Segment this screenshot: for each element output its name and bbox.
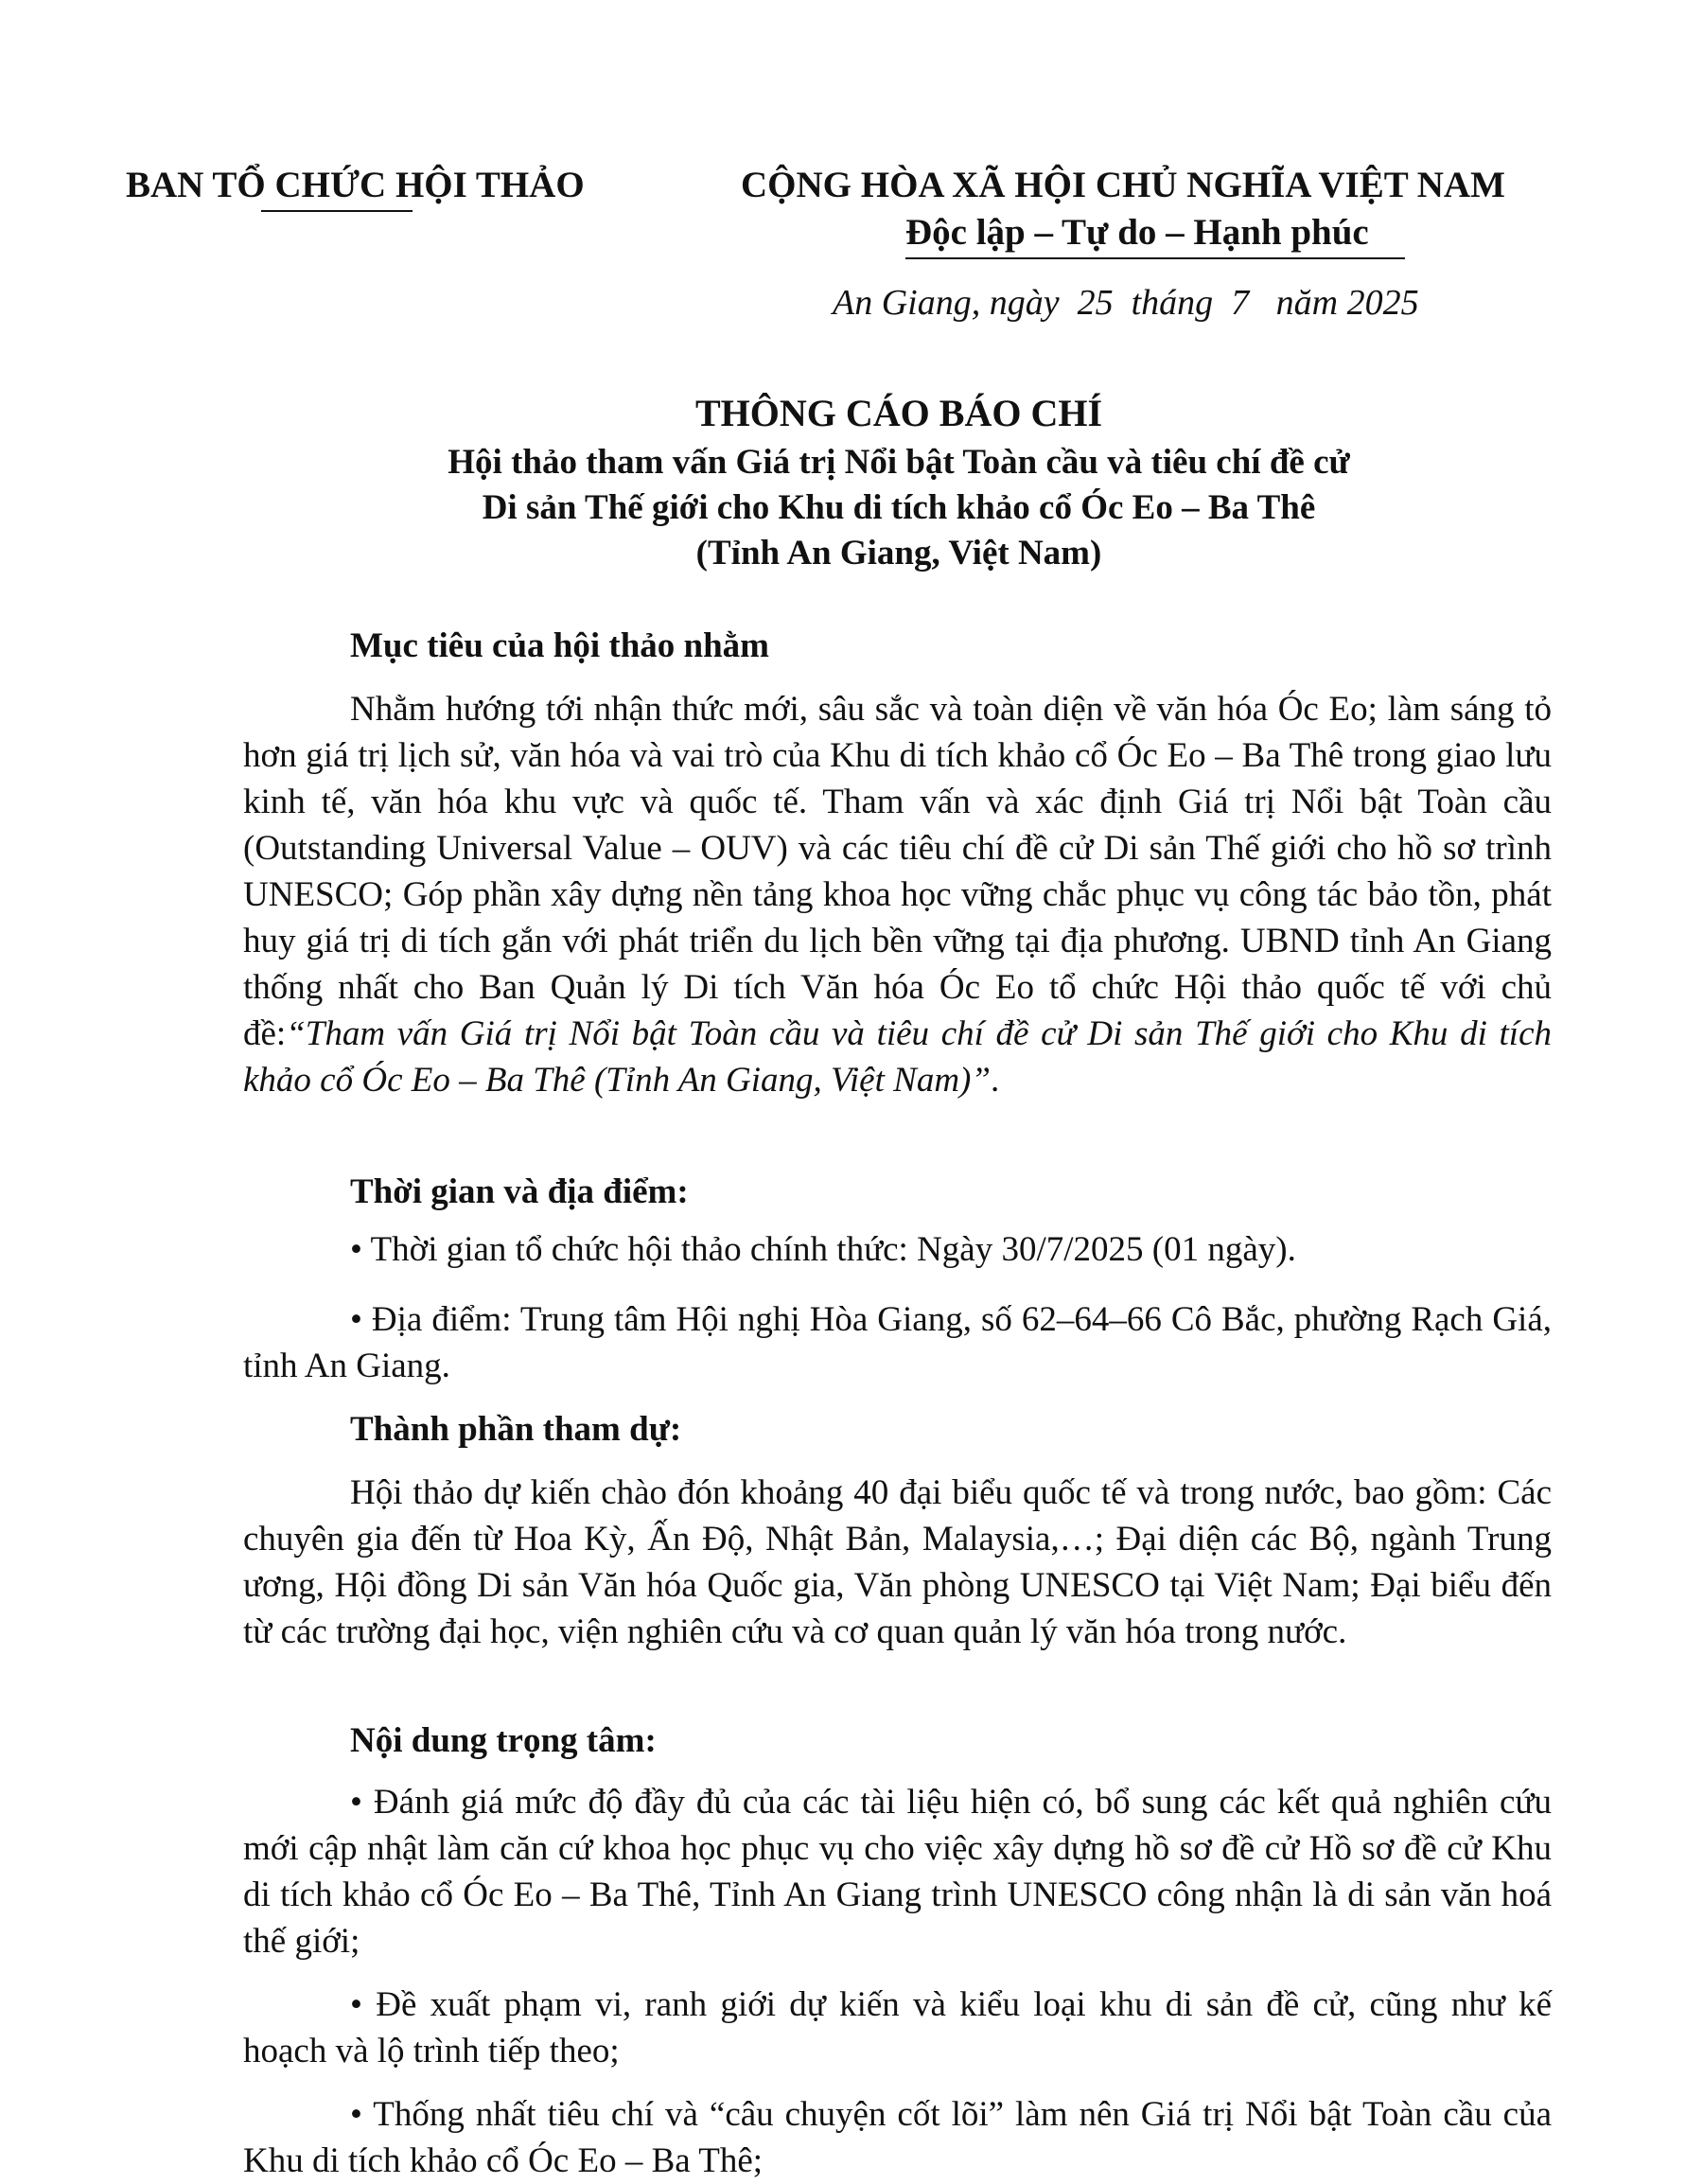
bullet-focus-3: • Thống nhất tiêu chí và “câu chuyện cốt lõi” làm nên Giá trị Nổi bật Toàn cầu của Khu di tích khảo cổ Óc Eo – Ba Thê; bbox=[243, 2095, 1552, 2180]
document-title: THÔNG CÁO BÁO CHÍ bbox=[694, 392, 1103, 434]
section-heading-focus: Nội dung trọng tâm: bbox=[350, 1721, 657, 1760]
organizer-underline bbox=[261, 210, 413, 212]
document-subtitle-line1: Hội thảo tham vấn Giá trị Nổi bật Toàn cầu và tiêu chí đề cử bbox=[448, 443, 1350, 482]
objectives-end: . bbox=[990, 1061, 1000, 1100]
section-heading-objectives: Mục tiêu của hội thảo nhằm bbox=[350, 626, 770, 665]
bullet-time: • Thời gian tổ chức hội thảo chính thức: Ngày 30/7/2025 (01 ngày). bbox=[350, 1230, 1296, 1269]
document-subtitle-line2: Di sản Thế giới cho Khu di tích khảo cổ Óc Eo – Ba Thê bbox=[482, 488, 1316, 527]
section-heading-time-place: Thời gian và địa điểm: bbox=[350, 1172, 689, 1211]
objectives-theme-quote: “Tham vấn Giá trị Nổi bật Toàn cầu và tiêu chí đề cử Di sản Thế giới cho Khu di tích khảo cổ Óc Eo – Ba Thê (Tỉnh An Giang, Việt Nam)” bbox=[243, 1014, 1552, 1100]
objectives-text: Nhằm hướng tới nhận thức mới, sâu sắc và toàn diện về văn hóa Óc Eo; làm sáng tỏ hơn giá trị lịch sử, văn hóa và vai trò của Khu di tích khảo cổ Óc Eo – Ba Thê trong giao lưu kinh tế, văn hóa khu vực và quốc tế. Tham vấn và xác định Giá trị Nổi bật Toàn cầu (Outstanding Universal Value – OUV) và các tiêu chí đề cử Di sản Thế giới cho hồ sơ trình UNESCO; Góp phần xây dựng nền tảng khoa học vững chắc phục vụ công tác bảo tồn, phát huy giá trị di tích gắn với phát triển du lịch bền vững tại địa phương. UBND tỉnh An Giang thống nhất cho Ban Quản lý Di tích Văn hóa Óc Eo tổ chức Hội thảo quốc tế với chủ đề: bbox=[243, 690, 1552, 1053]
bullet-location: • Địa điểm: Trung tâm Hội nghị Hòa Giang, số 62–64–66 Cô Bắc, phường Rạch Giá, tỉnh An Giang. bbox=[243, 1300, 1552, 1385]
bullet-focus-2: • Đề xuất phạm vi, ranh giới dự kiến và kiểu loại khu di sản đề cử, cũng như kế hoạch và lộ trình tiếp theo; bbox=[243, 1985, 1552, 2070]
national-motto: Độc lập – Tự do – Hạnh phúc bbox=[905, 212, 1369, 253]
section-heading-participants: Thành phần tham dự: bbox=[350, 1410, 682, 1449]
organizer-name: BAN TỔ CHỨC HỘI THẢO bbox=[126, 165, 585, 205]
issue-date: An Giang, ngày 25 tháng 7 năm 2025 bbox=[833, 283, 1419, 323]
bullet-focus-1: • Đánh giá mức độ đầy đủ của các tài liệu hiện có, bổ sung các kết quả nghiên cứu mới cập nhật làm căn cứ khoa học phục vụ cho việc xây dựng hồ sơ đề cử Hồ sơ đề cử Khu di tích khảo cổ Óc Eo – Ba Thê, Tỉnh An Giang trình UNESCO công nhận là di sản văn hoá thế giới; bbox=[243, 1783, 1552, 1961]
section-body-participants: Hội thảo dự kiến chào đón khoảng 40 đại biểu quốc tế và trong nước, bao gồm: Các chuyên gia đến từ Hoa Kỳ, Ấn Độ, Nhật Bản, Malaysia,…; Đại diện các Bộ, ngành Trung ương, Hội đồng Di sản Văn hóa Quốc gia, Văn phòng UNESCO tại Việt Nam; Đại biểu đến từ các trường đại học, viện nghiên cứu và cơ quan quản lý văn hóa trong nước. bbox=[243, 1473, 1552, 1651]
national-title: CỘNG HÒA XÃ HỘI CHỦ NGHĨA VIỆT NAM bbox=[741, 165, 1505, 205]
document-subtitle-line3: (Tỉnh An Giang, Việt Nam) bbox=[695, 534, 1102, 572]
motto-underline bbox=[905, 257, 1405, 259]
section-body-objectives bbox=[243, 686, 1552, 1103]
